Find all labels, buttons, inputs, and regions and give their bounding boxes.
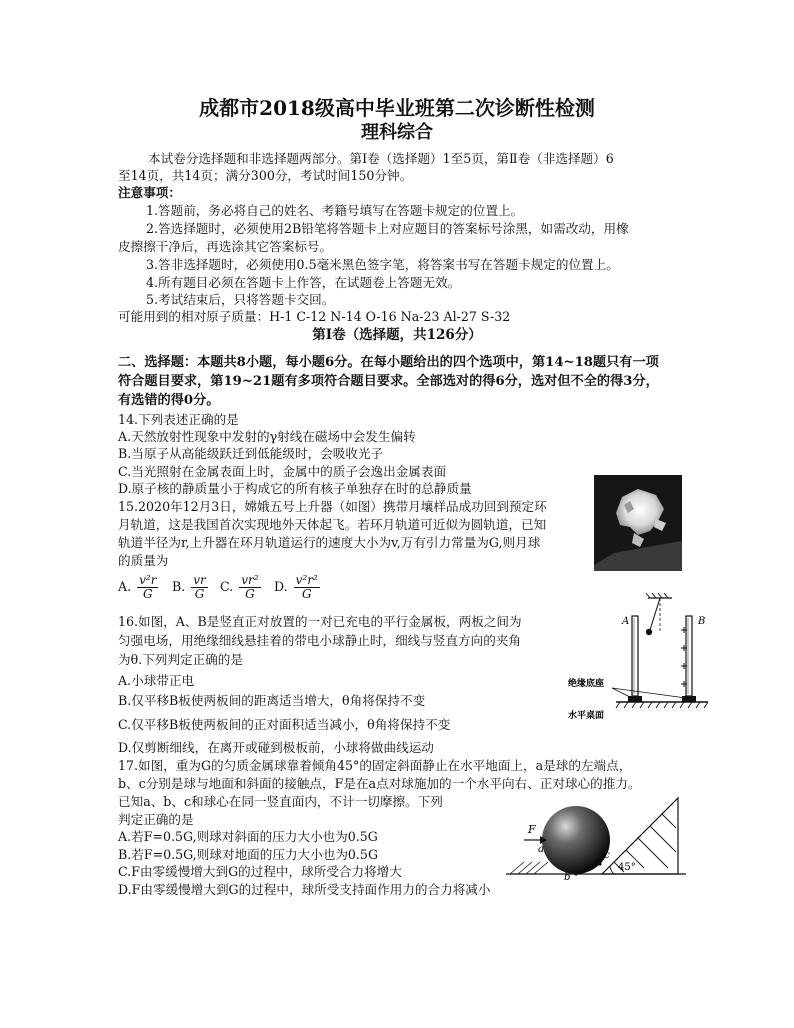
q15-line: 15.2020年12月3日，嫦娥五号上升器（如图）携带月壤样品成功回到预定环	[118, 499, 547, 514]
page-title: 成都市2018级高中毕业班第二次诊断性检测	[199, 96, 595, 120]
q15-option-d	[274, 574, 322, 601]
part2-instructions-2: 符合题目要求，第19~21题有多项符合题目要求。全部选对的得6分，选对但不全的得3分，	[118, 374, 659, 389]
q17-option-b: B.若F=0.5G,则球对地面的压力大小也为0.5G	[118, 847, 378, 862]
note-item: 2.答选择题时，必须使用2B铅笔将答题卡上对应题目的答案标号涂黑，如需改动，用橡	[146, 221, 629, 236]
plate-a-label: A	[622, 616, 630, 627]
q16-option-c: C.仅平移B板使两板间的正对面积适当减小，θ角将保持不变	[118, 717, 451, 732]
angle-label: 45°	[618, 862, 636, 873]
lunar-ascender-photo	[594, 475, 682, 571]
numerator: vr²	[241, 573, 259, 587]
q16-option-b: B.仅平移B板使两板间的距离适当增大，θ角将保持不变	[118, 693, 426, 708]
q17-line: b、c分别是球与地面和斜面的接触点，F是在a点对球施加的一个水平向右、正对球心的推力。	[118, 776, 641, 791]
section-title: 第Ⅰ卷（选择题，共126分）	[312, 327, 482, 343]
q16-line: 为θ.下列判定正确的是	[118, 652, 243, 667]
q15-line: 的质量为	[118, 553, 169, 568]
numerator: v²r	[139, 573, 157, 587]
q15-line: 轨道半径为r,上升器在环月轨道运行的速度大小为v,万有引力常量为G,则月球	[118, 535, 541, 550]
option-label: C.	[220, 579, 234, 594]
point-b-label: b	[564, 872, 571, 880]
part2-instructions-3: 有选错的得0分。	[118, 393, 220, 408]
q17-option-d: D.F由零缓慢增大到G的过程中，球所受支持面作用力的合力将减小	[118, 882, 491, 897]
fraction	[239, 574, 260, 601]
point-a-label: a	[538, 844, 544, 855]
denominator: G	[194, 587, 205, 601]
note-item: 1.答题前，务必将自己的姓名、考籍号填写在答题卡规定的位置上。	[146, 203, 524, 218]
q17-line: 17.如图，重为G的匀质金属球靠着倾角45°的固定斜面静止在水平地面上，a是球的左端点，	[118, 758, 632, 773]
q14-stem: 14.下列表述正确的是	[118, 412, 239, 427]
q17-option-c: C.F由零缓慢增大到G的过程中，球所受合力将增大	[118, 864, 402, 879]
q17-line: 判定正确的是	[118, 812, 194, 827]
q16-line: 16.如图，A、B是竖直正对放置的一对已充电的平行金属板，两板之间为	[118, 614, 522, 629]
q15-option-b	[172, 574, 210, 601]
q15-option-c	[220, 574, 263, 601]
option-label: A.	[118, 579, 132, 594]
numerator: vr	[193, 573, 206, 587]
ball-slope-diagram	[504, 796, 690, 880]
denominator: G	[142, 587, 153, 601]
note-item: 皮擦擦干净后，再选涂其它答案标号。	[118, 239, 333, 254]
point-c-label: c	[604, 850, 610, 861]
q17-line: 已知a、b、c和球心在同一竖直面内，不计一切摩擦。下列	[118, 794, 443, 809]
note-item: 5.考试结束后，只将答题卡交回。	[146, 292, 335, 307]
q16-option-d: D.仅剪断细线，在离开或碰到极板前，小球将做曲线运动	[118, 740, 434, 755]
denominator: G	[245, 587, 255, 601]
desk-label: 水平桌面	[568, 711, 605, 721]
q14-option-d: D.原子核的静质量小于构成它的所有核子单独存在时的总静质量	[118, 481, 472, 496]
fraction	[191, 574, 208, 601]
option-label: B.	[172, 579, 186, 594]
parallel-plates-diagram	[568, 592, 720, 724]
insulated-base-label: 绝缘底座	[568, 679, 605, 689]
q15-line: 月轨道，这是我国首次实现地外天体起飞。若环月轨道可近似为圆轨道，已知	[118, 517, 547, 532]
atomic-mass-line: 可能用到的相对原子质量：H-1 C-12 N-14 O-16 Na-23 Al-27 S-32	[118, 309, 511, 324]
intro-line-2: 至14页，共14页；满分300分，考试时间150分钟。	[118, 168, 413, 183]
note-item: 3.答非选择题时，必须使用0.5毫米黑色签字笔，将答案书写在答题卡规定的位置上。	[146, 257, 619, 272]
q15-option-a	[118, 574, 160, 601]
part2-instructions-1: 二、选择题：本题共8小题，每小题6分。在每小题给出的四个选项中，第14~18题只有一项	[118, 355, 659, 370]
q14-option-a: A.天然放射性现象中发射的γ射线在磁场中会发生偏转	[118, 429, 416, 444]
page-subtitle: 理科综合	[361, 122, 433, 143]
q16-option-a: A.小球带正电	[118, 673, 195, 688]
option-label: D.	[274, 579, 288, 594]
denominator: G	[301, 587, 312, 601]
intro-line-1: 本试卷分选择题和非选择题两部分。第Ⅰ卷（选择题）1至5页，第Ⅱ卷（非选择题）6	[148, 151, 614, 166]
q16-line: 匀强电场，用绝缘细线悬挂着的带电小球静止时，细线与竖直方向的夹角	[118, 633, 521, 648]
notes-heading: 注意事项：	[118, 185, 181, 200]
note-item: 4.所有题目必须在答题卡上作答，在试题卷上答题无效。	[146, 275, 461, 290]
force-label: F	[528, 823, 536, 836]
plate-b-label: B	[698, 616, 706, 627]
q17-option-a: A.若F=0.5G,则球对斜面的压力大小也为0.5G	[118, 829, 378, 844]
q14-option-b: B.当原子从高能级跃迁到低能级时，会吸收光子	[118, 446, 384, 461]
q14-option-c: C.当光照射在金属表面上时，金属中的质子会逸出金属表面	[118, 464, 447, 479]
fraction	[294, 574, 320, 601]
numerator: v²r²	[295, 573, 318, 587]
fraction	[137, 574, 158, 601]
